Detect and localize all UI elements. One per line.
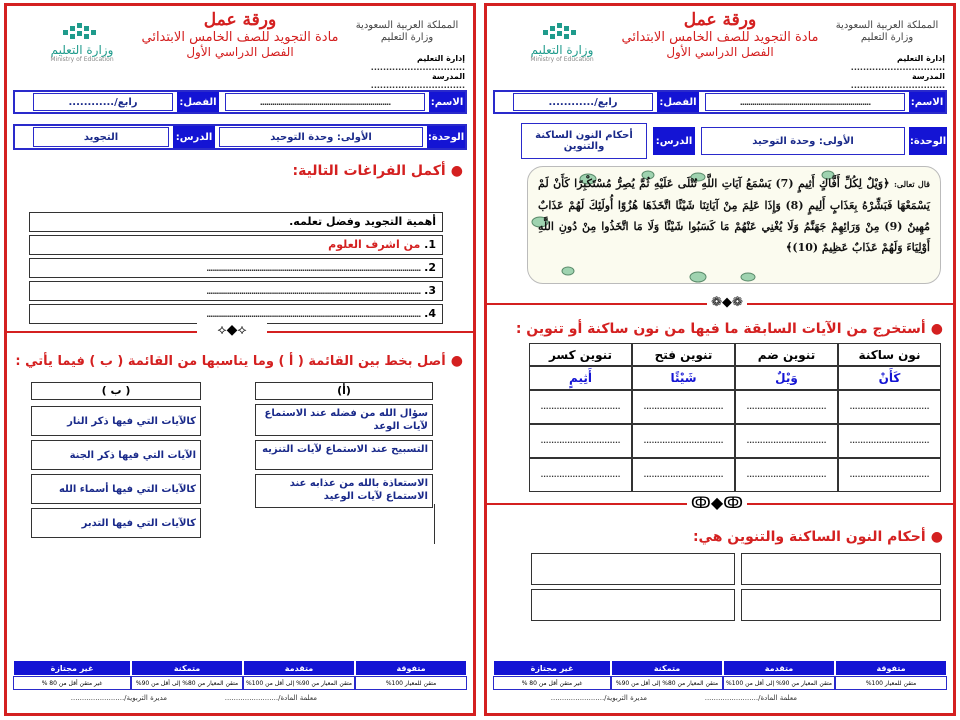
eval-level: غير مجتازة	[13, 660, 131, 676]
eval-level: متقدمة	[243, 660, 355, 676]
worksheet-page-1	[484, 3, 956, 716]
table-blank-cell[interactable]: ..............................	[838, 390, 941, 424]
fill-item-row[interactable]: 3. .........................................................................................................	[29, 281, 443, 301]
table-example: كَأَنْ	[838, 366, 941, 390]
term-title: الفصل الدراسي الأول	[666, 45, 774, 59]
evaluation-table	[493, 660, 947, 708]
unit-value: الأولى: وحدة التوحيد	[701, 127, 905, 155]
lesson-value: التجويد	[33, 127, 169, 147]
table-example: أَثِيمٍ	[529, 366, 632, 390]
table-header: تنوين كسر	[529, 343, 632, 366]
lesson-label: الدرس:	[173, 126, 215, 148]
column-b-item[interactable]: كالآيات التي فيها أسماء الله	[31, 474, 201, 504]
class-label: الفصل:	[177, 92, 219, 112]
moe-logo: وزارة التعليم Ministry of Education	[517, 22, 607, 63]
table-example: وَيْلٌ	[735, 366, 838, 390]
ornament-icon: ⟡◆⟡	[197, 322, 267, 340]
class-label: الفصل:	[657, 92, 699, 112]
name-label: الاسم:	[909, 92, 945, 112]
kingdom-emblem-text: المملكة العربية السعودية وزارة التعليم	[355, 20, 459, 43]
moe-logo-icon	[537, 22, 587, 44]
term-title: الفصل الدراسي الأول	[186, 45, 294, 59]
table-blank-cell[interactable]: ..............................	[735, 424, 838, 458]
rule-answer-box[interactable]	[531, 553, 735, 585]
eval-criterion[interactable]: متقن المعيار من 90% إلى أقل من 100%	[243, 676, 355, 690]
fill-box-title: أهمية التجويد وفضل تعلمه.	[29, 212, 443, 232]
teacher-signature: معلمة المادة/........................	[224, 694, 317, 702]
name-label: الاسم:	[429, 92, 465, 112]
column-a-extension-line	[434, 504, 435, 544]
match-heading: ● أصل بخط بين القائمة ( أ ) وما يناسبها من القائمة ( ب ) فيما يأتي :	[15, 353, 463, 369]
table-blank-cell[interactable]: ..............................	[632, 424, 735, 458]
fill-item-row[interactable]: 2. .........................................................................................................	[29, 258, 443, 278]
column-a-item[interactable]: التسبيح عند الاستماع لآيات التنزيه	[255, 440, 433, 470]
column-b-item[interactable]: كالآيات التي فيها ذكر النار	[31, 406, 201, 436]
table-blank-cell[interactable]: ..............................	[632, 458, 735, 492]
rule-answer-box[interactable]	[741, 553, 941, 585]
eval-criterion[interactable]: غير متقن أقل من 80 %	[493, 676, 611, 690]
worksheet-page-2	[4, 3, 476, 716]
eval-level: غير مجتازة	[493, 660, 611, 676]
kingdom-emblem-text: المملكة العربية السعودية وزارة التعليم	[835, 20, 939, 43]
table-blank-cell[interactable]: ..............................	[735, 458, 838, 492]
nun-tanween-table	[529, 343, 941, 493]
ornament-icon: ↂ◆ↂ	[687, 493, 747, 513]
table-blank-cell[interactable]: ..............................	[838, 424, 941, 458]
table-header: تنوين فتح	[632, 343, 735, 366]
supervisor-signature: مديرة التربوية/........................	[550, 694, 647, 702]
fill-heading: ● أكمل الفراغات التالية:	[292, 163, 463, 179]
admin-school-block: إدارة التعليم ............................... المدرسة ...............................	[370, 54, 465, 90]
name-field[interactable]: ................................................................	[705, 93, 905, 111]
rule-answer-box[interactable]	[741, 589, 941, 621]
eval-criterion[interactable]: متقن المعيار من 80% إلى أقل من 90%	[611, 676, 723, 690]
teacher-signature: معلمة المادة/........................	[704, 694, 797, 702]
eval-level: متقدمة	[723, 660, 835, 676]
subject-title: مادة التجويد للصف الخامس الابتدائي	[621, 30, 819, 45]
column-b-item[interactable]: الآيات التي فيها ذكر الجنة	[31, 440, 201, 470]
class-field[interactable]: رابع/............	[513, 93, 653, 111]
fill-item-row[interactable]: 4. .........................................................................................................	[29, 304, 443, 324]
subject-title: مادة التجويد للصف الخامس الابتدائي	[141, 30, 339, 45]
rule-answer-box[interactable]	[531, 589, 735, 621]
eval-level: متمكنة	[611, 660, 723, 676]
unit-row	[13, 124, 467, 150]
column-b-title: ( ب )	[31, 382, 201, 400]
eval-criterion[interactable]: غير متقن أقل من 80 %	[13, 676, 131, 690]
table-blank-cell[interactable]: ..............................	[529, 390, 632, 424]
supervisor-signature: مديرة التربوية/........................	[70, 694, 167, 702]
eval-level: متمكنة	[131, 660, 243, 676]
evaluation-table	[13, 660, 467, 708]
eval-criterion[interactable]: متقن للمعيار 100%	[355, 676, 467, 690]
column-b-item[interactable]: كالآيات التي فيها التدبر	[31, 508, 201, 538]
extract-heading: ● أستخرج من الآيات السابقة ما فيها من نون ساكنة أو تنوين :	[515, 321, 943, 337]
column-a-item[interactable]: الاستعاذة بالله من عذابه عند الاستماع لآيات الوعيد	[255, 474, 433, 508]
table-header: نون ساكنة	[838, 343, 941, 366]
unit-value: الأولى: وحدة التوحيد	[219, 127, 423, 147]
ornament-icon: ❁◆❁	[707, 295, 747, 311]
lesson-label: الدرس:	[653, 127, 695, 155]
eval-level: متفوقة	[355, 660, 467, 676]
table-blank-cell[interactable]: ..............................	[735, 390, 838, 424]
page-title: ورقة عمل	[203, 10, 277, 30]
name-row	[493, 90, 947, 114]
quran-verses-box	[527, 166, 941, 284]
table-blank-cell[interactable]: ..............................	[529, 458, 632, 492]
table-example: شَيْئًا	[632, 366, 735, 390]
quran-text: قال تعالى: ﴿وَيْلٌ لِكُلِّ أَفَّاكٍ أَثِيمٍ (7) يَسْمَعُ آيَاتِ اللَّهِ تُتْلَى عَلَيْهِ ثُمَّ يُصِرُّ مُسْتَكْبِرًا كَأَنْ لَمْ يَسْمَعْهَا فَبَشِّرْهُ بِعَذَابٍ أَلِيمٍ (8) وَإِذَا عَلِمَ مِنْ آيَاتِنَا شَيْئًا اتَّخَذَهَا هُزُوًا أُولَئِكَ لَهُمْ عَذَابٌ مُهِينٌ (9) مِنْ وَرَائِهِمْ جَهَنَّمُ وَلَا يُغْنِي عَنْهُمْ مَا كَسَبُوا شَيْئًا وَلَا مَا اتَّخَذُوا مِنْ دُونِ اللَّهِ أَوْلِيَاءَ وَلَهُمْ عَذَابٌ عَظِيمٌ (10)﴾	[538, 177, 930, 254]
fill-item-row[interactable]: 1. من اشرف العلوم	[29, 235, 443, 255]
class-field[interactable]: رابع/............	[33, 93, 173, 111]
table-blank-cell[interactable]: ..............................	[838, 458, 941, 492]
unit-row	[493, 123, 947, 161]
name-row	[13, 90, 467, 114]
eval-level: متفوقة	[835, 660, 947, 676]
name-field[interactable]: ................................................................	[225, 93, 425, 111]
rules-heading: ● أحكام النون الساكنة والتنوين هي:	[692, 529, 943, 545]
column-a-title: (أ)	[255, 382, 433, 400]
moe-logo-icon	[57, 22, 107, 44]
table-blank-cell[interactable]: ..............................	[529, 424, 632, 458]
column-a-item[interactable]: سؤال الله من فضله عند الاستماع لآيات الوعد	[255, 404, 433, 436]
eval-criterion[interactable]: متقن للمعيار 100%	[835, 676, 947, 690]
table-blank-cell[interactable]: ..............................	[632, 390, 735, 424]
table-header: تنوين ضم	[735, 343, 838, 366]
unit-label: الوحدة:	[909, 127, 947, 155]
page-title: ورقة عمل	[683, 10, 757, 30]
moe-logo: وزارة التعليم Ministry of Education	[37, 22, 127, 63]
unit-label: الوحدة:	[427, 126, 465, 148]
eval-criterion[interactable]: متقن المعيار من 90% إلى أقل من 100%	[723, 676, 835, 690]
eval-criterion[interactable]: متقن المعيار من 80% إلى أقل من 90%	[131, 676, 243, 690]
admin-school-block: إدارة التعليم ............................... المدرسة ...............................	[850, 54, 945, 90]
lesson-value: أحكام النون الساكنة والتنوين	[521, 123, 647, 159]
